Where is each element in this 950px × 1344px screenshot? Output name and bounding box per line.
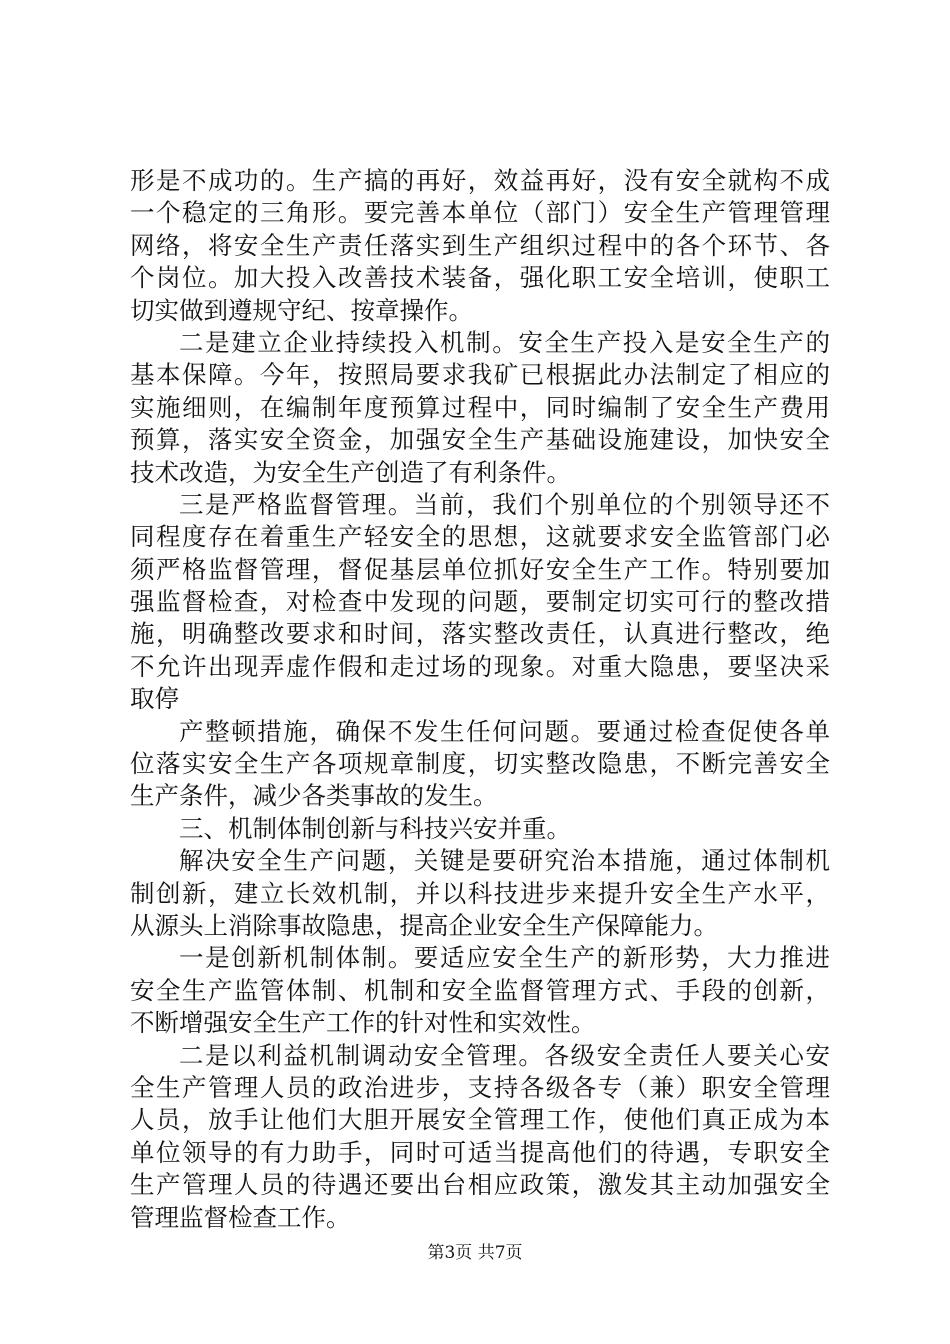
text-line: 预算，落实安全资金，加强安全生产基础设施建设，加快安全 [130, 425, 830, 455]
text-line: 不允许出现弄虚作假和走过场的现象。对重大隐患，要坚决采 [130, 651, 830, 681]
text-line: 生产条件，减少各类事故的发生。 [130, 781, 498, 811]
text-line: 同程度存在着重生产轻安全的思想，这就要求安全监管部门必 [130, 522, 830, 552]
section-heading: 三、机制体制创新与科技兴安并重。 [179, 813, 571, 843]
text-line: 强监督检查，对检查中发现的问题，要制定切实可行的整改措 [130, 587, 830, 617]
page-number-footer: 第3页 共7页 [427, 1243, 523, 1263]
text-line: 位落实安全生产各项规章制度，切实整改隐患，不断完善安全 [130, 749, 830, 779]
text-line: 切实做到遵规守纪、按章操作。 [130, 295, 473, 325]
text-line: 网络，将安全生产责任落实到生产组织过程中的各个环节、各 [130, 230, 830, 260]
paragraph-first-line: 三是严格监督管理。当前，我们个别单位的个别领导还不 [179, 489, 830, 519]
text-line: 生产管理人员的待遇还要出台相应政策，激发其主动加强安全 [130, 1170, 830, 1200]
paragraph-first-line: 二是以利益机制调动安全管理。各级安全责任人要关心安 [179, 1040, 830, 1070]
text-line: 施，明确整改要求和时间，落实整改责任，认真进行整改，绝 [130, 619, 830, 649]
text-line: 制创新，建立长效机制，并以科技进步来提升安全生产水平， [130, 878, 830, 908]
paragraph-first-line: 解决安全生产问题，关键是要研究治本措施，通过体制机 [179, 846, 830, 876]
text-line: 人员，放手让他们大胆开展安全管理工作，使他们真正成为本 [130, 1105, 830, 1135]
paragraph-first-line: 产整顿措施，确保不发生任何问题。要通过检查促使各单 [179, 716, 830, 746]
text-line: 管理监督检查工作。 [130, 1202, 351, 1232]
text-line: 从源头上消除事故隐患，提高企业安全生产保障能力。 [130, 910, 718, 940]
text-line: 形是不成功的。生产搞的再好，效益再好，没有安全就构不成 [130, 166, 830, 195]
text-line: 技术改造，为安全生产创造了有利条件。 [130, 457, 571, 487]
text-line: 不断增强安全生产工作的针对性和实效性。 [130, 1008, 596, 1038]
text-line: 须严格监督管理，督促基层单位抓好安全生产工作。特别要加 [130, 554, 830, 584]
text-line: 基本保障。今年，按照局要求我矿已根据此办法制定了相应的 [130, 360, 830, 390]
paragraph-first-line: 一是创新机制体制。要适应安全生产的新形势，大力推进 [179, 943, 830, 973]
text-line: 单位领导的有力助手，同时可适当提高他们的待遇，专职安全 [130, 1137, 830, 1167]
text-line: 个岗位。加大投入改善技术装备，强化职工安全培训，使职工 [130, 263, 830, 293]
document-body [130, 165, 830, 1234]
text-line: 实施细则，在编制年度预算过程中，同时编制了安全生产费用 [130, 392, 830, 422]
text-line: 一个稳定的三角形。要完善本单位（部门）安全生产管理管理 [130, 198, 830, 228]
text-line: 全生产管理人员的政治进步，支持各级各专（兼）职安全管理 [130, 1072, 830, 1102]
paragraph-first-line: 二是建立企业持续投入机制。安全生产投入是安全生产的 [179, 327, 830, 357]
text-line: 取停 [130, 684, 179, 714]
text-line: 安全生产监管体制、机制和安全监督管理方式、手段的创新， [130, 975, 830, 1005]
